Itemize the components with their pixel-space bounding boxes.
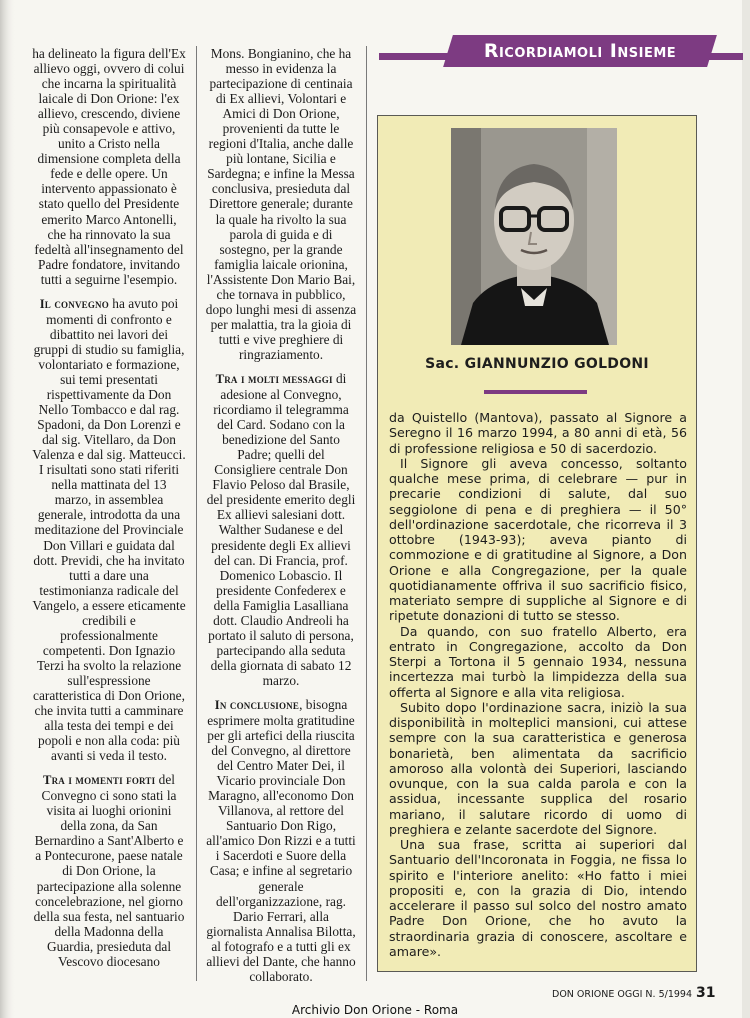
priest-portrait-photo xyxy=(451,128,617,345)
article-column-1 xyxy=(32,46,186,978)
article-column-2 xyxy=(205,46,357,993)
col1-kicker-momenti-forti: Tra i momenti forti xyxy=(43,773,156,788)
col1-paragraph-2 xyxy=(32,296,186,763)
col2-paragraph-3-text: , bisogna esprimere molta gratitudine per gli artefici della riuscita del Convegno, al direttore del Centro Mater Dei, il Vicario provinciale Don Maragno, all'economo Don Villanova, al rettore del Santuario Don Rigo, all'amico Don Rizzi e a tutti i Sacerdoti e Suore della Casa; e infine al segretario generale dell'organizzazione, rag. Dario Ferrari, alla giornalista Annalisa Bilotta, al fotografo e a tutti gli ex allievi del Dante, che hanno collaborato. xyxy=(206,696,356,984)
publication-name: DON ORIONE OGGI N. 5/1994 xyxy=(552,989,692,1000)
memorial-paragraph-3: Da quando, con suo fratello Alberto, era entrato in Congregazione, accolto da Don Sterpi a Tortona il 5 gennaio 1934, nessuna incertezza mai turbò la limpidezza della sua offerta al Signore e alla vita religiosa. xyxy=(389,623,687,700)
archive-watermark: Archivio Don Orione - Roma xyxy=(291,1003,459,1017)
col2-paragraph-3 xyxy=(205,697,357,984)
col1-paragraph-2-text: ha avuto poi momenti di confronto e dibattito nei lavori dei gruppi di studio su famiglia, volontariato e formazione, sui temi presentati rispettivamente da Don Nello Tombacco e dal rag. Spadoni, da Don Lorenzi e dal sig. Vitellaro, da Don Valenza e dal sig. Matteucci. I risultati sono stati riferiti nella mattinata del 13 marzo, in assemblea generale, introdotta da una meditazione del Provinciale Don Villari e guidata dal dott. Previdi, che ha invitato tutti a dare una testimonianza radicale del Vangelo, a essere eticamente credibili e professionalmente competenti. Don Ignazio Terzi ha svolto la relazione sull'espressione caratteristica di Don Orione, che invita tutti a camminare alla testa dei tempi e dei popoli e non alla coda: più avanti si veda il testo. xyxy=(32,295,186,764)
memorial-name-rule xyxy=(484,390,587,394)
memorial-paragraph-4: Subito dopo l'ordinazione sacra, iniziò la sua disponibilità in molteplici mansioni, cui attese sempre con la sua caratteristica e generosa bonarietà, ben alimentata da sacrificio amoroso alla volontà dei Superiori, lasciando ovunque, con la sua calda parola e con la assidua, incessante supplica del rosario mariano, il salutare ricordo di uomo di preghiera e zelante sacerdote del Signore. xyxy=(389,699,687,837)
col1-paragraph-3-text: del Convegno ci sono stati la visita ai luoghi orionini della zona, da San Bernardino a Sant'Alberto e a Pontecurone, paese natale di Don Orione, la partecipazione alla solenne concelebrazione, nel giorno della sua festa, nel santuario della Madonna della Guardia, presieduta dal Vescovo diocesano xyxy=(33,772,185,969)
memorial-paragraph-2: Il Signore gli aveva concesso, soltanto qualche mese prima, di celebrare — pur in precarie condizioni di salute, dal suo seggiolone di pena e di preghiera — il 50° dell'ordinazione sacerdotale, che ricorreva il 3 ottobre (1943-93); aveva pianto di commozione e di gratitudine al Signore, a Don Orione e alla Congregazione, per la quale quotidianamente offriva il suo sacrificio fisico, materiato sempre di suppliche al Signore e di ripetute donazioni di tutto se stesso. xyxy=(389,455,687,624)
col2-kicker-messaggi: Tra i molti messaggi xyxy=(215,371,333,386)
col1-paragraph-3 xyxy=(32,772,186,969)
col1-kicker-convegno: Il convegno xyxy=(39,296,109,311)
col1-paragraph-1: ha delineato la figura dell'Ex allievo oggi, ovvero di colui che incarna la spiritualità laicale di Don Orione: l'ex allievo, crescendo, diviene più consapevole e attivo, unito a Cristo nella dimensione completa della fede e delle opere. Un intervento appassionato è stato quello del Presidente emerito Marco Antonelli, che ha rinnovato la sua fedeltà all'insegnamento del Padre fondatore, invitando tutti a seguirne l'esempio. xyxy=(32,46,186,287)
page-footer xyxy=(552,985,715,1001)
memorial-paragraph-5: Una sua frase, scritta ai superiori dal Santuario dell'Incoronata in Foggia, ne fissa lo spirito e l'interiore anelito: «Ho fatto i miei propositi e, con la grazia di Dio, intendo accelerare il passo sul solco del nostro amato Padre Don Orione, che ho avuto la straordinaria grazia di conoscere, ascoltare e amare». xyxy=(389,837,687,959)
section-title: Ricordiamoli Insieme xyxy=(483,40,677,62)
column-divider-2 xyxy=(366,46,367,981)
memorial-text xyxy=(389,410,687,959)
col2-paragraph-1: Mons. Bongianino, che ha messo in evidenza la partecipazione di centinaia di Ex allievi, Volontari e Amici di Don Orione, provenienti da tutte le regioni d'Italia, anche dalle più lontane, Sicilia e Sardegna; e infine la Messa conclusiva, presieduta dal Direttore generale; durante la quale ha rivolto la sua parola di guida e di sostegno, per la grande famiglia laicale orionina, l'Assistente Don Mario Bai, che tornava in pubblico, dopo lunghi mesi di assenza per malattia, tra la gioia di tutti e vive preghiere di ringraziamento. xyxy=(205,46,357,362)
memorial-paragraph-1: da Quistello (Mantova), passato al Signore a Seregno il 16 marzo 1994, a 80 anni di età, 56 di professione religiosa e 50 di sacerdozio. xyxy=(389,410,687,456)
col2-kicker-conclusione: In conclusione xyxy=(214,697,300,712)
page-number: 31 xyxy=(696,985,716,1001)
col2-paragraph-2 xyxy=(205,371,357,688)
memorial-name: Sac. GIANNUNZIO GOLDONI xyxy=(425,356,649,372)
column-divider-1 xyxy=(196,46,197,981)
col2-paragraph-2-text: di adesione al Convegno, ricordiamo il telegramma del Card. Sodano con la benedizione del Santo Padre; quelli del Consigliere centrale Don Flavio Peloso dal Brasile, del presidente emerito degli Ex allievi salesiani dott. Walther Sudanese e del presidente degli Ex allievi del can. Di Francia, prof. Domenico Lobascio. Il presidente Confederex e della Famiglia Lasalliana dott. Claudio Andreoli ha portato il saluto di persona, partecipando alla seduta della giornata di sabato 12 marzo. xyxy=(206,370,356,688)
